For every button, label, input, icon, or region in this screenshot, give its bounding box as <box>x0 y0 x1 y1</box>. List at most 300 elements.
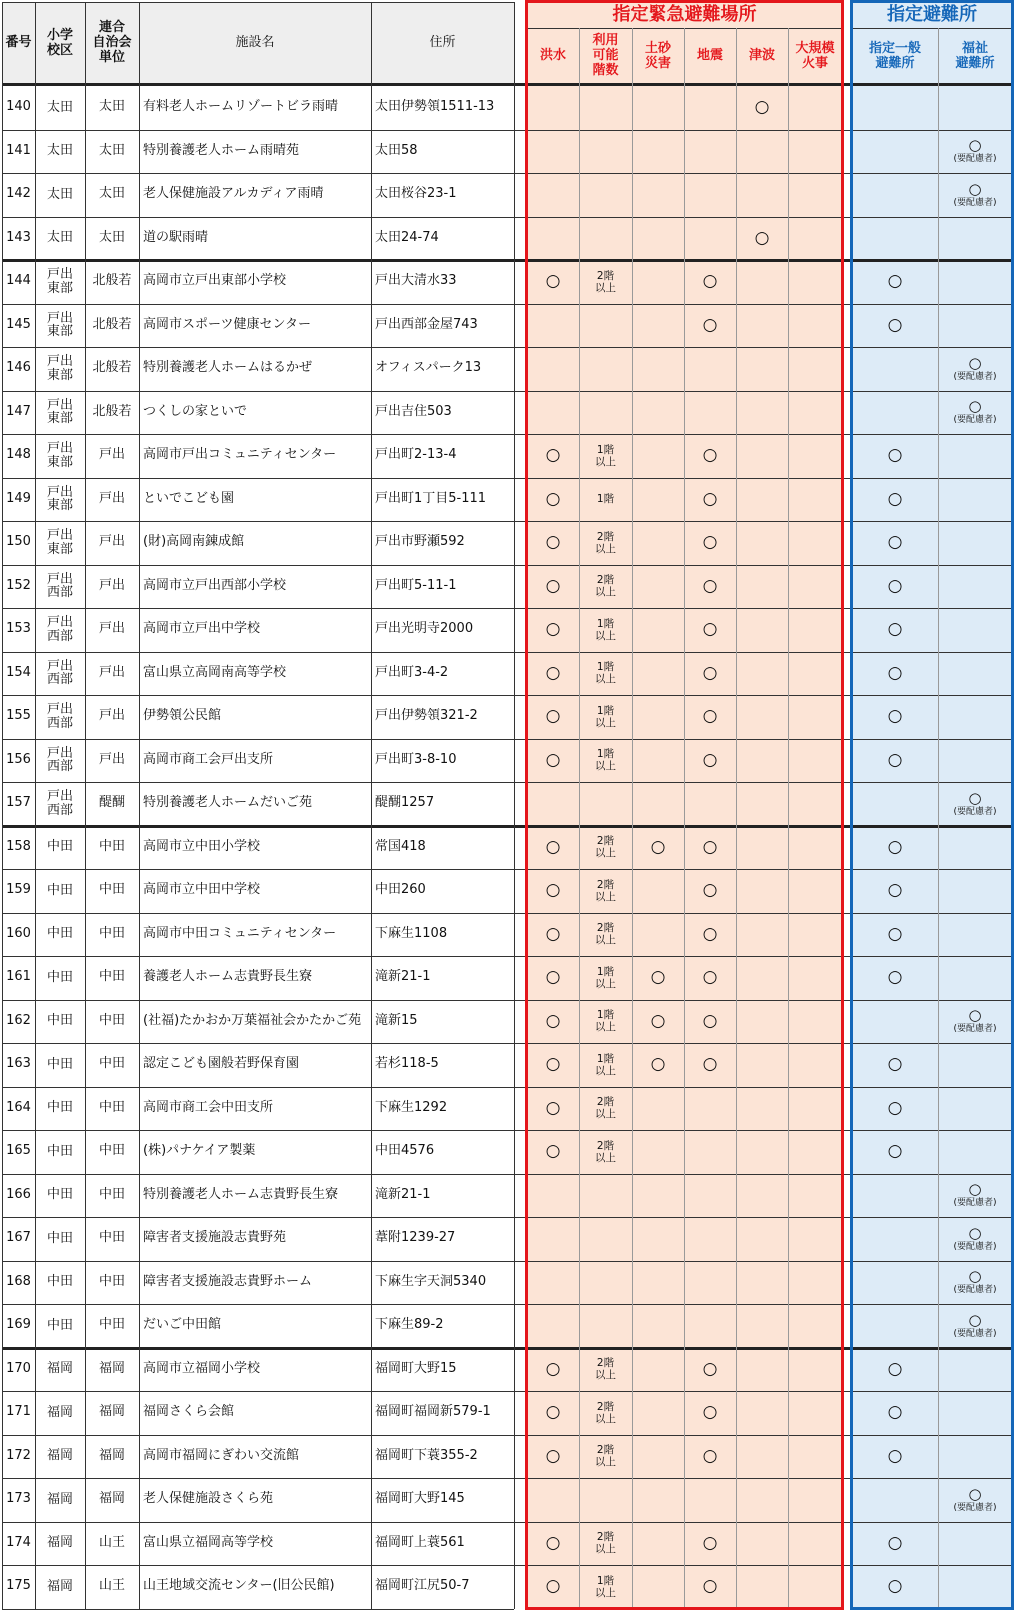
row-fire-cell <box>788 86 842 130</box>
row-association: 中田 <box>98 1317 125 1333</box>
row-divider <box>2 782 1012 783</box>
row-association: 北般若 <box>92 360 132 376</box>
row-divider <box>2 913 1012 914</box>
row-fire-cell <box>788 1217 842 1261</box>
row-landslide-cell <box>632 391 684 435</box>
row-association: 戸出 <box>98 664 125 680</box>
row-association: 福岡 <box>98 1447 125 1463</box>
row-number: 172 <box>6 1447 31 1463</box>
row-address: 戸出伊勢領321-2 <box>375 708 478 724</box>
row-usable-floors <box>579 782 632 826</box>
row-tsunami-cell <box>736 391 788 435</box>
row-general-shelter-cell: ○ <box>852 956 938 1000</box>
row-association: 中田 <box>98 969 125 985</box>
row-usable-floors: 2階 以上 <box>579 1391 632 1435</box>
row-school-district: 戸出 西部 <box>46 789 73 818</box>
row-earthquake-cell: ○ <box>684 260 736 304</box>
row-fire-cell <box>788 1478 842 1522</box>
row-number: 165 <box>6 1143 31 1159</box>
row-address: 福岡町大野145 <box>375 1491 465 1507</box>
row-divider <box>2 565 1012 566</box>
row-divider <box>2 1347 1012 1350</box>
row-welfare-shelter-cell <box>938 1391 1012 1435</box>
row-earthquake-cell: ○ <box>684 956 736 1000</box>
row-facility-name: 高岡市戸出コミュニティセンター <box>143 447 337 463</box>
row-school-district: 福岡 <box>46 1578 73 1594</box>
row-facility-name: 高岡市立中田小学校 <box>143 838 261 854</box>
row-divider <box>2 956 1012 957</box>
welfare-mark: ○ <box>968 788 982 807</box>
row-number: 146 <box>6 360 31 376</box>
row-number: 162 <box>6 1012 31 1028</box>
row-flood-cell <box>527 1261 579 1305</box>
welfare-mark: ○ <box>968 1006 982 1025</box>
row-general-shelter-cell: ○ <box>852 260 938 304</box>
row-earthquake-cell <box>684 1087 736 1131</box>
row-usable-floors: 2階 以上 <box>579 1130 632 1174</box>
row-address: 滝新21-1 <box>375 969 431 985</box>
row-earthquake-cell <box>684 1261 736 1305</box>
row-school-district: 戸出 西部 <box>46 745 73 775</box>
row-school-district: 戸出 東部 <box>46 484 73 514</box>
row-welfare-shelter-cell <box>938 173 1012 217</box>
row-association: 醍醐 <box>98 795 125 811</box>
row-association: 戸出 <box>98 621 125 637</box>
row-address: 福岡町下蓑355-2 <box>375 1447 478 1463</box>
row-fire-cell <box>788 1522 842 1566</box>
row-welfare-shelter-cell <box>938 608 1012 652</box>
row-association: 太田 <box>98 186 125 202</box>
row-earthquake-cell: ○ <box>684 1348 736 1392</box>
row-tsunami-cell <box>736 1000 788 1044</box>
row-earthquake-cell <box>684 347 736 391</box>
row-divider <box>2 652 1012 653</box>
row-number: 147 <box>6 403 31 419</box>
header-general-shelter: 指定一般 避難所 <box>852 28 938 85</box>
row-association: 中田 <box>98 1186 125 1202</box>
header-emergency-sites: 指定緊急避難場所 <box>527 2 842 28</box>
row-tsunami-cell <box>736 565 788 609</box>
row-facility-name: 富山県立福岡高等学校 <box>143 1534 274 1550</box>
row-landslide-cell <box>632 913 684 957</box>
row-number: 153 <box>6 621 31 637</box>
row-facility-name: 高岡市福岡にぎわい交流館 <box>143 1447 300 1463</box>
row-fire-cell <box>788 826 842 870</box>
row-general-shelter-cell <box>852 347 938 391</box>
row-general-shelter-cell: ○ <box>852 652 938 696</box>
row-tsunami-cell <box>736 434 788 478</box>
row-school-district: 中田 <box>46 839 73 855</box>
row-landslide-cell <box>632 1478 684 1522</box>
row-association: 戸出 <box>98 534 125 550</box>
row-address: 福岡町上蓑561 <box>375 1534 465 1550</box>
row-address: 戸出町5-11-1 <box>375 577 457 593</box>
row-divider <box>2 478 1012 479</box>
welfare-mark: ○ <box>968 1180 982 1199</box>
row-address: 太田58 <box>375 142 418 158</box>
row-number: 143 <box>6 229 31 245</box>
row-number: 167 <box>6 1230 31 1246</box>
row-divider <box>2 869 1012 870</box>
row-association: 中田 <box>98 1273 125 1289</box>
welfare-note: (要配慮者) <box>953 806 997 817</box>
row-fire-cell <box>788 565 842 609</box>
row-flood-cell: ○ <box>527 1565 579 1609</box>
row-welfare-shelter-cell <box>938 260 1012 304</box>
row-association: 戸出 <box>98 708 125 724</box>
row-tsunami-cell <box>736 913 788 957</box>
row-welfare-shelter-cell <box>938 347 1012 391</box>
row-facility-name: だいご中田館 <box>143 1317 222 1333</box>
welfare-note: (要配慮者) <box>953 1198 997 1209</box>
row-number: 157 <box>6 795 31 811</box>
row-welfare-shelter-cell <box>938 304 1012 348</box>
row-flood-cell <box>527 391 579 435</box>
row-address: 太田伊勢領1511-13 <box>375 99 495 115</box>
row-earthquake-cell: ○ <box>684 869 736 913</box>
row-association: 中田 <box>98 1099 125 1115</box>
row-general-shelter-cell <box>852 1261 938 1305</box>
row-school-district: 太田 <box>46 99 73 115</box>
row-divider <box>2 1000 1012 1001</box>
row-usable-floors: 2階 以上 <box>579 1522 632 1566</box>
row-landslide-cell <box>632 1348 684 1392</box>
row-flood-cell: ○ <box>527 1087 579 1131</box>
row-association: 福岡 <box>98 1491 125 1507</box>
row-flood-cell: ○ <box>527 652 579 696</box>
row-number: 156 <box>6 751 31 767</box>
row-divider <box>2 825 1012 828</box>
welfare-note: (要配慮者) <box>953 1328 997 1339</box>
row-number: 163 <box>6 1056 31 1072</box>
row-tsunami-cell: ○ <box>736 217 788 261</box>
row-number: 171 <box>6 1404 31 1420</box>
row-usable-floors: 2階 以上 <box>579 260 632 304</box>
row-number: 160 <box>6 925 31 941</box>
row-number: 150 <box>6 534 31 550</box>
row-divider <box>2 217 1012 218</box>
row-flood-cell <box>527 173 579 217</box>
row-tsunami-cell <box>736 1043 788 1087</box>
row-school-district: 福岡 <box>46 1448 73 1464</box>
row-earthquake-cell: ○ <box>684 913 736 957</box>
row-fire-cell <box>788 347 842 391</box>
row-landslide-cell <box>632 260 684 304</box>
row-number: 149 <box>6 490 31 506</box>
row-tsunami-cell <box>736 1522 788 1566</box>
row-school-district: 福岡 <box>46 1535 73 1551</box>
welfare-mark: ○ <box>968 1310 982 1329</box>
row-number: 158 <box>6 838 31 854</box>
row-earthquake-cell: ○ <box>684 521 736 565</box>
row-earthquake-cell <box>684 173 736 217</box>
row-tsunami-cell <box>736 1391 788 1435</box>
row-tsunami-cell <box>736 1261 788 1305</box>
row-address: 若杉118-5 <box>375 1056 439 1072</box>
row-general-shelter-cell: ○ <box>852 1130 938 1174</box>
row-landslide-cell <box>632 1174 684 1218</box>
welfare-note: (要配慮者) <box>953 415 997 426</box>
column-divider <box>2 2 3 1609</box>
row-divider <box>2 1391 1012 1392</box>
row-school-district: 中田 <box>46 1187 73 1203</box>
column-divider <box>371 2 372 1609</box>
row-facility-name: 障害者支援施設志貴野苑 <box>143 1230 287 1246</box>
row-address: 戸出吉住503 <box>375 403 452 419</box>
row-school-district: 中田 <box>46 969 73 985</box>
row-general-shelter-cell: ○ <box>852 1043 938 1087</box>
header-address: 住所 <box>371 2 514 85</box>
row-divider <box>2 608 1012 609</box>
row-fire-cell <box>788 1348 842 1392</box>
row-number: 148 <box>6 447 31 463</box>
row-flood-cell: ○ <box>527 260 579 304</box>
row-landslide-cell <box>632 652 684 696</box>
row-school-district: 戸出 西部 <box>46 571 73 601</box>
row-earthquake-cell: ○ <box>684 826 736 870</box>
row-general-shelter-cell: ○ <box>852 913 938 957</box>
row-school-district: 中田 <box>46 1317 73 1333</box>
row-facility-name: 老人保健施設アルカディア雨晴 <box>143 186 324 202</box>
row-number: 154 <box>6 664 31 680</box>
row-fire-cell <box>788 1391 842 1435</box>
row-welfare-shelter-cell <box>938 217 1012 261</box>
row-address: 福岡町江尻50-7 <box>375 1578 470 1594</box>
row-number: 166 <box>6 1186 31 1202</box>
row-facility-name: 認定こども園般若野保育園 <box>143 1056 300 1072</box>
row-address: 戸出大清水33 <box>375 273 457 289</box>
column-divider <box>938 28 939 1608</box>
row-flood-cell: ○ <box>527 913 579 957</box>
row-tsunami-cell <box>736 869 788 913</box>
row-welfare-shelter-cell <box>938 826 1012 870</box>
row-usable-floors <box>579 130 632 174</box>
row-flood-cell: ○ <box>527 521 579 565</box>
row-address: オフィスパーク13 <box>375 360 482 376</box>
row-usable-floors: 1階 以上 <box>579 956 632 1000</box>
row-school-district: 太田 <box>46 186 73 202</box>
row-fire-cell <box>788 1304 842 1348</box>
row-usable-floors: 1階 以上 <box>579 608 632 652</box>
column-divider <box>35 2 36 1609</box>
row-facility-name: 養護老人ホーム志貴野長生寮 <box>143 969 313 985</box>
row-fire-cell <box>788 391 842 435</box>
row-welfare-shelter-cell <box>938 695 1012 739</box>
column-divider <box>514 2 515 1609</box>
row-tsunami-cell <box>736 347 788 391</box>
row-number: 174 <box>6 1534 31 1550</box>
row-general-shelter-cell: ○ <box>852 695 938 739</box>
row-divider <box>2 1217 1012 1218</box>
row-welfare-shelter-cell <box>938 1261 1012 1305</box>
row-earthquake-cell: ○ <box>684 478 736 522</box>
row-fire-cell <box>788 869 842 913</box>
column-divider <box>579 28 580 1608</box>
row-usable-floors <box>579 173 632 217</box>
row-flood-cell: ○ <box>527 565 579 609</box>
row-usable-floors: 2階 以上 <box>579 869 632 913</box>
header-facility-name: 施設名 <box>139 2 371 85</box>
row-divider <box>2 1130 1012 1131</box>
row-fire-cell <box>788 782 842 826</box>
row-association: 太田 <box>98 99 125 115</box>
row-association: 中田 <box>98 1143 125 1159</box>
row-divider <box>2 1043 1012 1044</box>
row-association: 中田 <box>98 925 125 941</box>
row-address: 福岡町福岡新579-1 <box>375 1404 491 1420</box>
row-address: 醍醐1257 <box>375 795 435 811</box>
row-address: 戸出光明寺2000 <box>375 621 474 637</box>
row-general-shelter-cell: ○ <box>852 304 938 348</box>
row-fire-cell <box>788 1087 842 1131</box>
row-tsunami-cell <box>736 1565 788 1609</box>
column-divider <box>139 2 140 1609</box>
row-general-shelter-cell <box>852 217 938 261</box>
row-tsunami-cell <box>736 695 788 739</box>
row-earthquake-cell <box>684 217 736 261</box>
row-fire-cell <box>788 304 842 348</box>
welfare-mark: ○ <box>968 1223 982 1242</box>
row-association: 北般若 <box>92 316 132 332</box>
welfare-note: (要配慮者) <box>953 1241 997 1252</box>
row-school-district: 中田 <box>46 1143 73 1159</box>
row-facility-name: といでこども園 <box>143 490 235 506</box>
row-association: 戸出 <box>98 577 125 593</box>
row-general-shelter-cell <box>852 1000 938 1044</box>
row-flood-cell: ○ <box>527 478 579 522</box>
row-tsunami-cell <box>736 1174 788 1218</box>
row-welfare-shelter-cell <box>938 1304 1012 1348</box>
row-usable-floors <box>579 1174 632 1218</box>
row-flood-cell <box>527 86 579 130</box>
row-earthquake-cell <box>684 130 736 174</box>
row-flood-cell: ○ <box>527 608 579 652</box>
row-fire-cell <box>788 1130 842 1174</box>
row-flood-cell <box>527 130 579 174</box>
row-earthquake-cell <box>684 1130 736 1174</box>
row-landslide-cell <box>632 347 684 391</box>
row-landslide-cell <box>632 1304 684 1348</box>
row-flood-cell <box>527 1304 579 1348</box>
row-fire-cell <box>788 217 842 261</box>
row-fire-cell <box>788 739 842 783</box>
row-association: 北般若 <box>92 273 132 289</box>
row-tsunami-cell <box>736 260 788 304</box>
row-association: 太田 <box>98 229 125 245</box>
row-earthquake-cell: ○ <box>684 1391 736 1435</box>
row-usable-floors: 2階 以上 <box>579 521 632 565</box>
header-earthquake: 地震 <box>684 28 736 85</box>
row-welfare-shelter-cell <box>938 521 1012 565</box>
row-welfare-shelter-cell <box>938 130 1012 174</box>
row-school-district: 中田 <box>46 926 73 942</box>
row-general-shelter-cell <box>852 1304 938 1348</box>
row-tsunami-cell: ○ <box>736 86 788 130</box>
row-tsunami-cell <box>736 826 788 870</box>
row-school-district: 中田 <box>46 1013 73 1029</box>
row-facility-name: 特別養護老人ホームはるかぜ <box>143 360 313 376</box>
row-divider <box>2 739 1012 740</box>
row-tsunami-cell <box>736 1348 788 1392</box>
row-school-district: 福岡 <box>46 1404 73 1420</box>
row-tsunami-cell <box>736 1304 788 1348</box>
row-number: 145 <box>6 316 31 332</box>
row-usable-floors: 1階 以上 <box>579 652 632 696</box>
row-association: 山王 <box>98 1534 125 1550</box>
row-address: 下麻生1108 <box>375 925 448 941</box>
row-divider <box>2 695 1012 696</box>
row-divider <box>2 1174 1012 1175</box>
row-flood-cell <box>527 1478 579 1522</box>
row-landslide-cell <box>632 739 684 783</box>
row-usable-floors: 2階 以上 <box>579 826 632 870</box>
row-school-district: 福岡 <box>46 1491 73 1507</box>
row-usable-floors: 1階 以上 <box>579 1565 632 1609</box>
row-address: 戸出市野瀬592 <box>375 534 465 550</box>
row-school-district: 戸出 東部 <box>46 310 73 340</box>
row-earthquake-cell: ○ <box>684 1522 736 1566</box>
row-facility-name: 富山県立高岡南高等学校 <box>143 664 287 680</box>
row-landslide-cell <box>632 1565 684 1609</box>
row-welfare-shelter-cell <box>938 434 1012 478</box>
row-school-district: 中田 <box>46 1100 73 1116</box>
row-tsunami-cell <box>736 956 788 1000</box>
row-tsunami-cell <box>736 1087 788 1131</box>
row-facility-name: 高岡市スポーツ健康センター <box>143 316 311 332</box>
row-general-shelter-cell: ○ <box>852 1522 938 1566</box>
row-fire-cell <box>788 1174 842 1218</box>
row-general-shelter-cell: ○ <box>852 434 938 478</box>
row-welfare-shelter-cell <box>938 478 1012 522</box>
row-facility-name: (社福)たかおか万葉福祉会かたかご苑 <box>143 1012 362 1028</box>
row-usable-floors <box>579 391 632 435</box>
row-earthquake-cell: ○ <box>684 1000 736 1044</box>
row-facility-name: 高岡市立戸出西部小学校 <box>143 577 287 593</box>
row-number: 142 <box>6 186 31 202</box>
row-address: 葦附1239-27 <box>375 1230 456 1246</box>
row-facility-name: 高岡市商工会戸出支所 <box>143 751 274 767</box>
row-association: 戸出 <box>98 751 125 767</box>
row-address: 中田4576 <box>375 1143 435 1159</box>
row-divider <box>2 1087 1012 1088</box>
row-usable-floors <box>579 86 632 130</box>
row-earthquake-cell: ○ <box>684 304 736 348</box>
row-tsunami-cell <box>736 652 788 696</box>
row-number: 155 <box>6 708 31 724</box>
row-earthquake-cell: ○ <box>684 1043 736 1087</box>
row-association: 中田 <box>98 838 125 854</box>
header-designated-shelters: 指定避難所 <box>852 2 1012 28</box>
row-flood-cell: ○ <box>527 1000 579 1044</box>
row-usable-floors <box>579 1304 632 1348</box>
row-usable-floors <box>579 304 632 348</box>
row-divider <box>2 347 1012 348</box>
row-tsunami-cell <box>736 130 788 174</box>
row-number: 175 <box>6 1578 31 1594</box>
row-general-shelter-cell: ○ <box>852 826 938 870</box>
row-flood-cell: ○ <box>527 956 579 1000</box>
row-earthquake-cell: ○ <box>684 739 736 783</box>
column-divider <box>632 28 633 1608</box>
row-general-shelter-cell: ○ <box>852 739 938 783</box>
row-address: 滝新15 <box>375 1012 418 1028</box>
header-tsunami: 津波 <box>736 28 788 85</box>
row-school-district: 戸出 東部 <box>46 528 73 557</box>
row-landslide-cell <box>632 478 684 522</box>
row-welfare-shelter-cell <box>938 1174 1012 1218</box>
row-number: 164 <box>6 1099 31 1115</box>
row-earthquake-cell: ○ <box>684 695 736 739</box>
